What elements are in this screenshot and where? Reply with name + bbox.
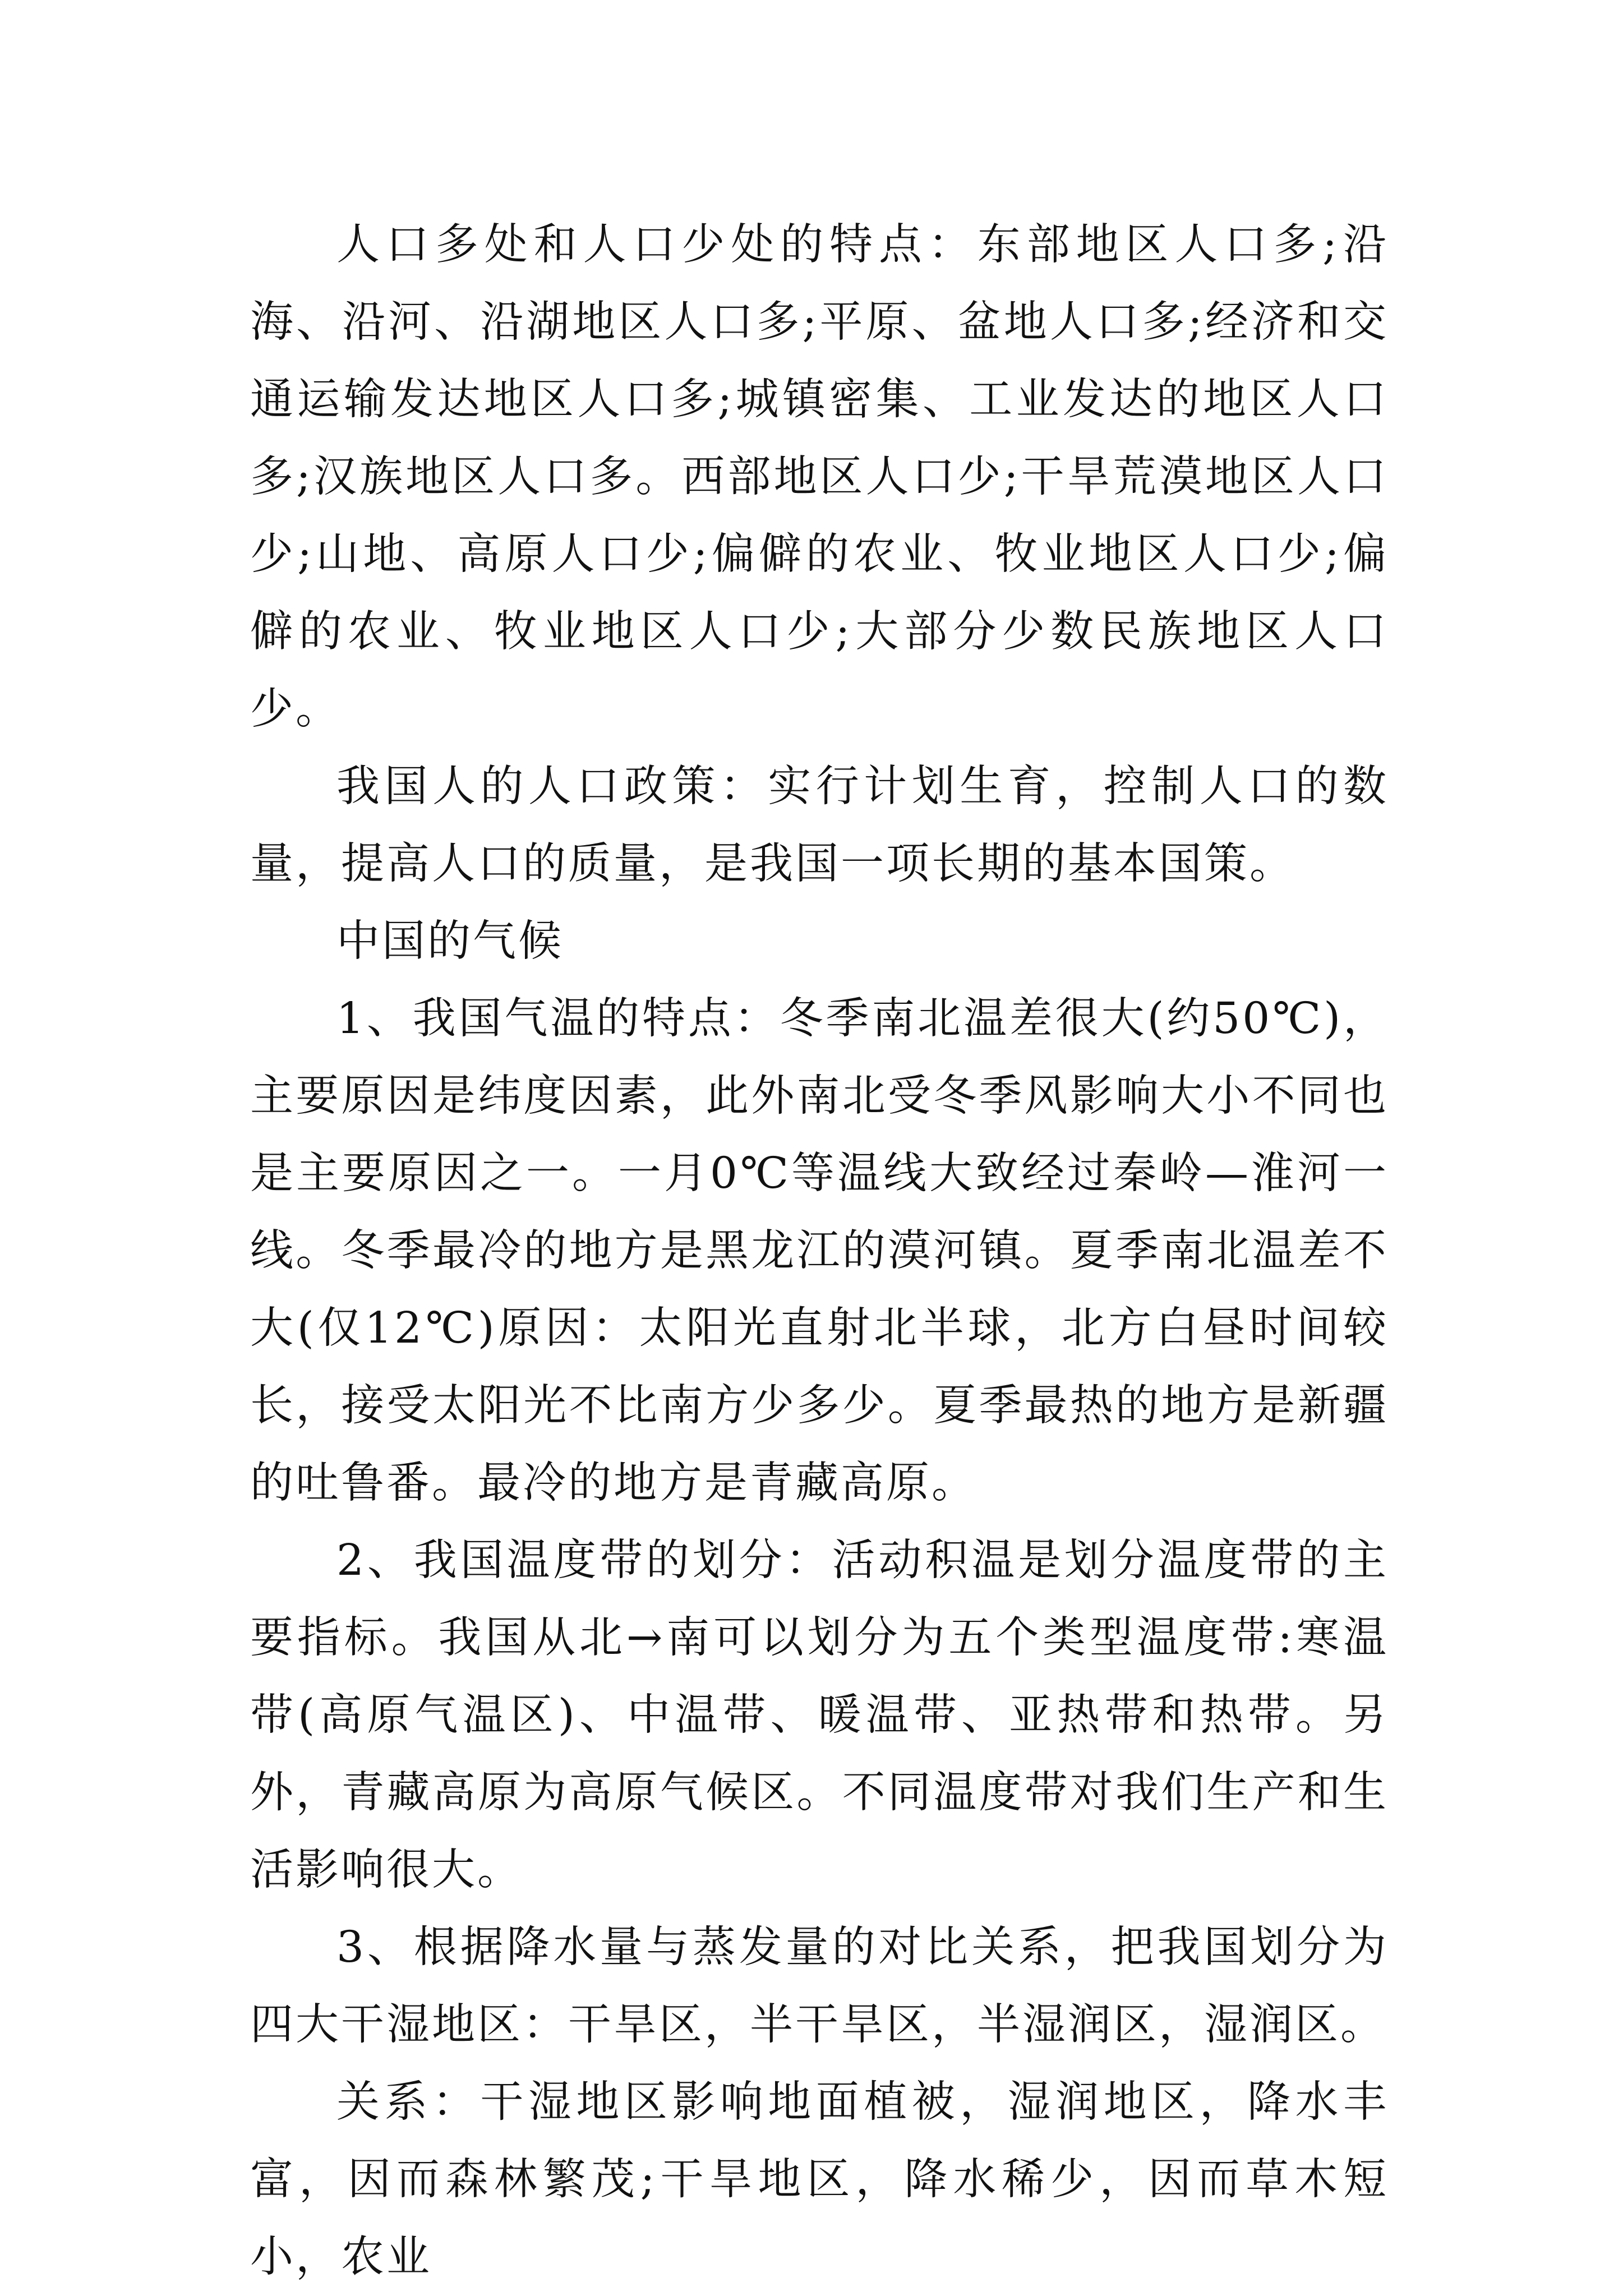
paragraph-population-policy: 我国人的人口政策：实行计划生育，控制人口的数量，提高人口的质量，是我国一项长期的基本国策。 [250,762,1389,889]
paragraph-temperature-features: 1、我国气温的特点：冬季南北温差很大(约50℃)，主要原因是纬度因素，此外南北受冬季风影响大小不同也是主要原因之一。一月0℃等温线大致经过秦岭—淮河一线。冬季最冷的地方是黑龙江的漠河镇。夏季南北温差不大(仅12℃)原因：太阳光直射北半球，北方白昼时间较长，接受太阳光不比南方少多少。夏季最热的地方是新疆的吐鲁番。最冷的地方是青藏高原。 [250,994,1389,1508]
document-page [250,206,1389,2296]
paragraph-temperature-zones: 2、我国温度带的划分：活动积温是划分温度带的主要指标。我国从北→南可以划分为五个类型温度带:寒温带(高原气温区)、中温带、暖温带、亚热带和热带。另外，青藏高原为高原气候区。不同温度带对我们生产和生活影响很大。 [250,1536,1389,1895]
paragraph-dry-wet-regions: 3、根据降水量与蒸发量的对比关系，把我国划分为四大干湿地区：干旱区，半干旱区，半湿润区，湿润区。 [250,1922,1389,2050]
paragraph-vegetation-relation: 关系：干湿地区影响地面植被，湿润地区，降水丰富，因而森林繁茂;干旱地区，降水稀少，因而草木短小，农业 [250,2077,1389,2282]
section-title-climate: 中国的气候 [336,916,564,966]
paragraph-population-distribution: 人口多处和人口少处的特点：东部地区人口多;沿海、沿河、沿湖地区人口多;平原、盆地人口多;经济和交通运输发达地区人口多;城镇密集、工业发达的地区人口多;汉族地区人口多。西部地区人口少;干旱荒漠地区人口少;山地、高原人口少;偏僻的农业、牧业地区人口少;偏僻的农业、牧业地区人口少;大部分少数民族地区人口少。 [250,220,1389,734]
